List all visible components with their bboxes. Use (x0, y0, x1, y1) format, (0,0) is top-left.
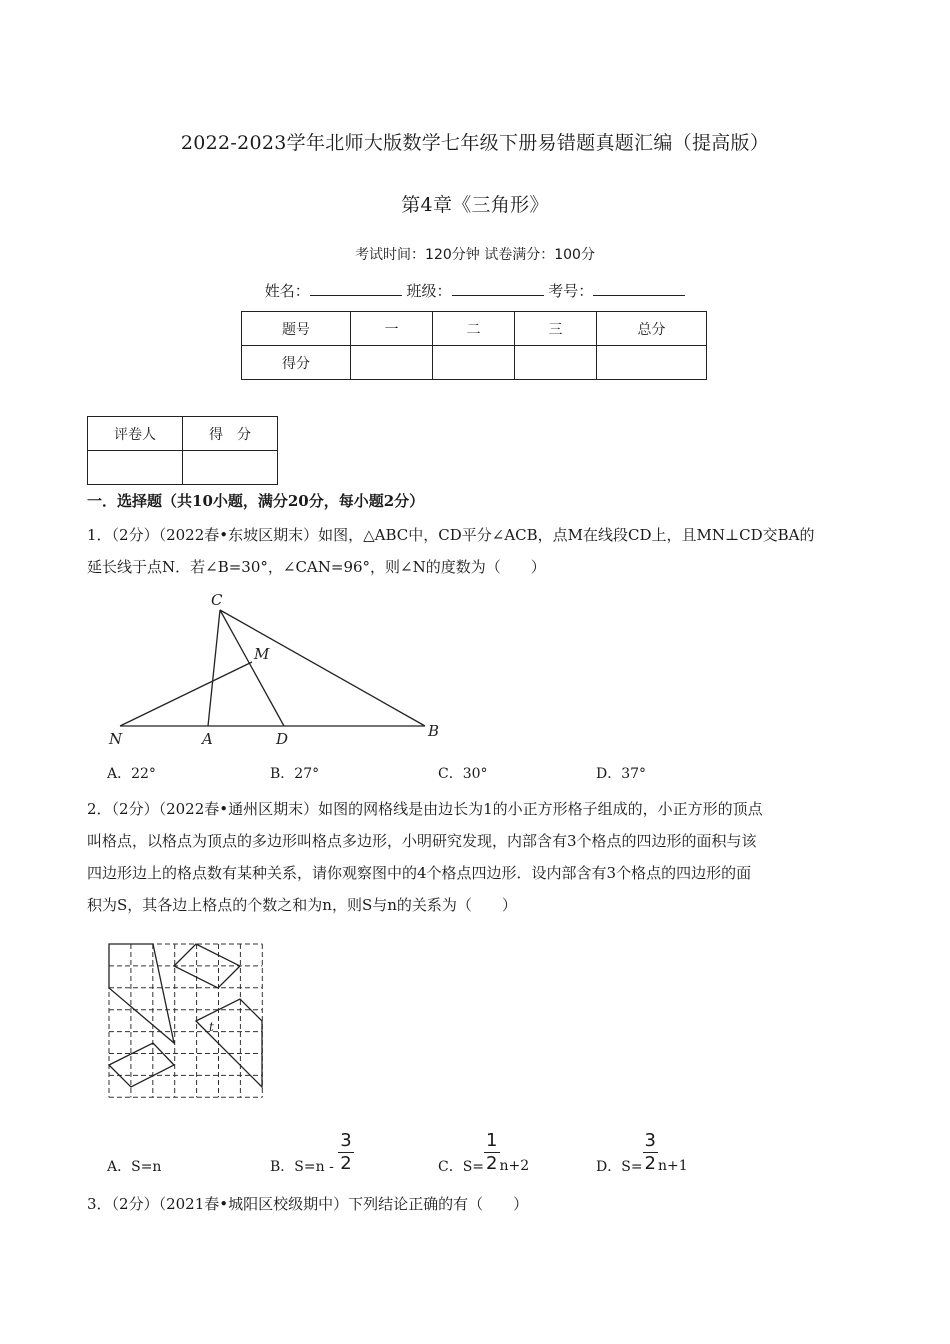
q2-option-d[interactable]: D．S= $\frac{3}{2}$ n+1 (596, 1129, 688, 1175)
label-M: M (254, 645, 270, 663)
q2-option-b[interactable]: B．S=n - $\frac{3}{2}$ (270, 1129, 352, 1175)
exam-info: 考试时间：120分钟 试卷满分：100分 (355, 247, 595, 263)
score-header-cell: 二 (433, 312, 515, 346)
q2-option-a[interactable]: A．S=n (107, 1159, 162, 1175)
question-2-line: 2．（2分）（2022春•通州区期末）如图的网格线是由边长为1的小正方形格子组成的，小正方形的顶点 (87, 800, 763, 818)
quad-bottom-right (196, 999, 262, 1087)
grader-cell[interactable] (88, 451, 183, 485)
q1-option-a[interactable]: A．22° (107, 766, 156, 782)
student-info-line (0, 280, 950, 301)
question-2-line: 叫格点，以格点为顶点的多边形叫格点多边形，小明研究发现，内部含有3个格点的四边形的面积与该 (87, 832, 757, 850)
score-row-label: 得分 (242, 346, 351, 380)
question-3-line: 3．（2分）（2021春•城阳区校级期中）下列结论正确的有（ ） (87, 1195, 529, 1213)
fraction: $\frac{3}{2}$ (644, 1129, 656, 1174)
score-table (241, 311, 707, 380)
grader-cell[interactable] (183, 451, 278, 485)
score-header-cell: 三 (515, 312, 597, 346)
question-3 (87, 1188, 877, 1220)
score-header-cell: 题号 (242, 312, 351, 346)
paper-title: 2022-2023学年北师大版数学七年级下册易错题真题汇编（提高版） (180, 132, 770, 154)
line-CB (220, 610, 425, 726)
lattice-grid-figure (100, 935, 270, 1100)
grader-header-cell: 得 分 (183, 417, 278, 451)
line-CA (208, 610, 220, 726)
question-1 (87, 519, 877, 583)
question-1-line: 1．（2分）（2022春•东坡区期末）如图，△ABC中，CD平分∠ACB，点M在线段CD上，且MN⊥CD交BA的 (87, 526, 815, 544)
q2-option-c[interactable]: C．S= $\frac{1}{2}$ n+2 (438, 1129, 530, 1175)
score-cell[interactable] (515, 346, 597, 380)
score-cell[interactable] (433, 346, 515, 380)
label-D: D (276, 730, 289, 748)
line-NM (120, 662, 252, 726)
fraction: $\frac{1}{2}$ (486, 1129, 498, 1174)
class-field[interactable] (452, 294, 544, 296)
name-field[interactable] (310, 294, 402, 296)
q1-option-c[interactable]: C．30° (438, 766, 488, 782)
class-label: 班级： (406, 282, 452, 300)
q1-option-b[interactable]: B．27° (270, 766, 320, 782)
label-A: A (202, 730, 213, 748)
number-field[interactable] (593, 294, 685, 296)
question-2-line: 积为S，其各边上格点的个数之和为n，则S与n的关系为（ ） (87, 896, 517, 914)
grid-mark: t (209, 1020, 214, 1034)
section-title: 一．选择题（共10小题，满分20分，每小题2分） (87, 492, 425, 510)
chapter-title: 第4章《三角形》 (401, 194, 549, 216)
triangle-figure (100, 590, 450, 750)
label-B: B (428, 722, 440, 740)
quad-bottom-left (109, 1043, 174, 1087)
number-label: 考号： (548, 282, 594, 300)
name-label: 姓名： (264, 282, 310, 300)
quad-top-left (109, 944, 174, 1043)
question-2 (87, 793, 877, 921)
score-cell[interactable] (597, 346, 707, 380)
label-N: N (109, 730, 123, 748)
label-C: C (211, 591, 223, 609)
q1-option-d[interactable]: D．37° (596, 766, 647, 782)
fraction: $\frac{3}{2}$ (340, 1129, 352, 1174)
score-header-cell: 一 (351, 312, 433, 346)
score-cell[interactable] (351, 346, 433, 380)
question-1-line: 延长线于点N．若∠B=30°，∠CAN=96°，则∠N的度数为（ ） (87, 558, 546, 576)
score-header-cell: 总分 (597, 312, 707, 346)
question-2-line: 四边形边上的格点数有某种关系，请你观察图中的4个格点四边形．设内部含有3个格点的四边形的面 (87, 864, 752, 882)
grader-header-cell: 评卷人 (88, 417, 183, 451)
grader-table (87, 416, 278, 485)
